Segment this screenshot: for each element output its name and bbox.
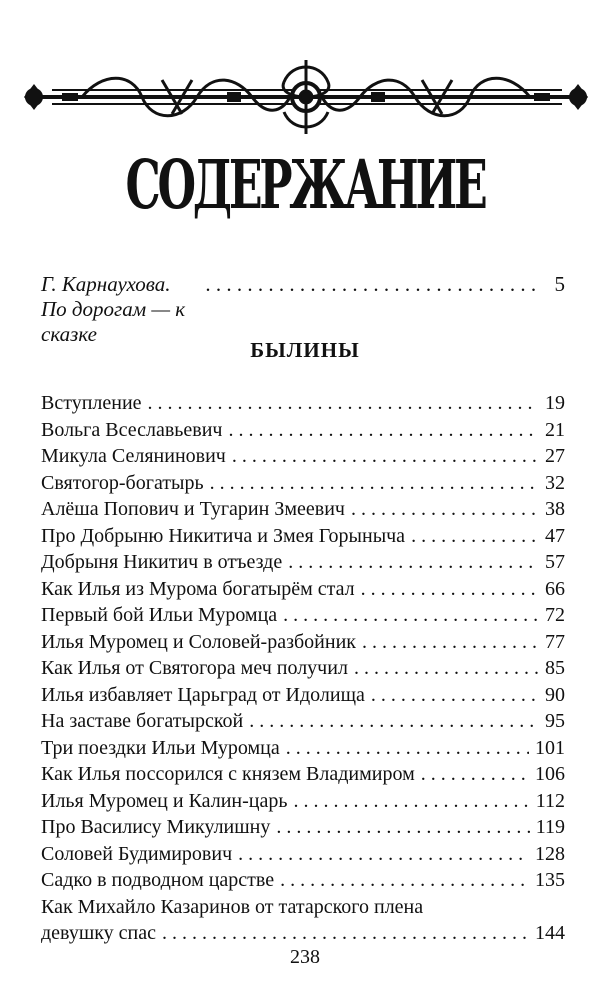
toc-entry-line2 [41, 920, 565, 947]
toc-entry-text: Про Добрыню Никитича и Змея Горыныча [41, 524, 406, 547]
toc-entry-page: 95 [545, 710, 565, 732]
toc-entry[interactable] [41, 629, 565, 656]
toc-entry-page: 66 [545, 577, 565, 600]
toc-entry-page: 144 [535, 922, 565, 944]
leader-dots [411, 523, 539, 550]
toc-entry-text-line2: девушку спас [41, 922, 156, 944]
toc-intro-text: Г. Карнаухова. По дорогам — к сказке [41, 272, 186, 346]
toc-entry-multiline[interactable] [41, 894, 565, 947]
toc-entry-text: Илья избавляет Царьград от Идолища [41, 683, 365, 706]
table-of-contents [41, 390, 565, 947]
toc-entry-page: 128 [535, 842, 565, 865]
toc-entry-page: 135 [535, 869, 565, 891]
toc-entry-page: 90 [545, 683, 565, 706]
leader-dots [362, 629, 539, 656]
toc-intro-entry[interactable] [41, 272, 565, 346]
leader-dots [421, 761, 529, 788]
leader-dots [293, 788, 529, 815]
leader-dots [238, 841, 529, 868]
toc-entry[interactable] [41, 708, 565, 735]
leader-dots [228, 417, 539, 444]
toc-entry[interactable] [41, 602, 565, 629]
toc-entry[interactable] [41, 682, 565, 709]
toc-entry-text: Микула Селянинович [41, 445, 226, 467]
toc-entry-page: 85 [545, 657, 565, 679]
leader-dots [232, 443, 539, 470]
leader-dots [361, 576, 539, 603]
leader-dots [148, 390, 537, 417]
toc-entry-text: Три поездки Ильи Муромца [41, 736, 280, 759]
toc-entry-text-line1: Как Михайло Казаринов от татарского плена [41, 895, 424, 918]
toc-entry-text: Добрыня Никитич в отъезде [41, 551, 283, 573]
leader-dots [205, 272, 540, 297]
toc-entry-page: 112 [535, 789, 565, 812]
toc-entry-text: Первый бой Ильи Муромца [41, 604, 278, 626]
leader-dots [280, 867, 529, 894]
toc-entry-page: 32 [545, 471, 565, 494]
toc-entry[interactable] [41, 549, 565, 576]
section-heading: БЫЛИНЫ [250, 338, 360, 362]
toc-entry-page: 38 [545, 498, 565, 520]
toc-entry-text: Как Илья поссорился с князем Владимиром [41, 763, 415, 785]
toc-entry-text: Соловей Будимирович [41, 842, 233, 865]
toc-entry-text: Илья Муромец и Соловей-разбойник [41, 630, 356, 653]
toc-entry-text: Как Илья из Мурома богатырём стал [41, 577, 355, 600]
page-title: СОДЕРЖАНИЕ [125, 144, 485, 224]
toc-entry[interactable] [41, 470, 565, 497]
toc-entry-page: 19 [545, 392, 565, 414]
toc-entry[interactable] [41, 655, 565, 682]
toc-entry-page: 119 [535, 816, 565, 838]
toc-entry-text: Про Василису Микулишну [41, 816, 271, 838]
toc-entry[interactable] [41, 841, 565, 868]
toc-entry-page: 57 [545, 551, 565, 573]
toc-entry[interactable] [41, 523, 565, 550]
toc-entry[interactable] [41, 417, 565, 444]
leader-dots [371, 682, 539, 709]
toc-entry[interactable] [41, 390, 565, 417]
toc-entry[interactable] [41, 867, 565, 894]
decorative-ornament [22, 52, 590, 142]
leader-dots [351, 496, 539, 523]
toc-entry-text: Алёша Попович и Тугарин Змеевич [41, 498, 345, 520]
toc-entry-text: Святогор-богатырь [41, 471, 204, 494]
toc-entry-page: 101 [535, 736, 565, 759]
toc-entry[interactable] [41, 814, 565, 841]
leader-dots [354, 655, 539, 682]
toc-entry-text: Как Илья от Святогора меч получил [41, 657, 348, 679]
toc-entry-page: 27 [545, 445, 565, 467]
toc-entry-text: На заставе богатырской [41, 710, 244, 732]
leader-dots [249, 708, 539, 735]
toc-entry-page: 106 [535, 763, 565, 785]
toc-entry-text: Илья Муромец и Калин-царь [41, 789, 288, 812]
toc-entry-text: Вольга Всеславьевич [41, 418, 223, 441]
toc-intro-page: 5 [554, 272, 565, 296]
toc-entry-text: Садко в подводном царстве [41, 869, 275, 891]
toc-entry-text: Вступление [41, 392, 142, 414]
leader-dots [283, 602, 539, 629]
toc-entry[interactable] [41, 576, 565, 603]
toc-entry-page: 72 [545, 604, 565, 626]
toc-entry[interactable] [41, 443, 565, 470]
leader-dots [162, 920, 529, 947]
toc-entry[interactable] [41, 496, 565, 523]
leader-dots [276, 814, 529, 841]
toc-entry[interactable] [41, 788, 565, 815]
leader-dots [210, 470, 539, 497]
toc-entry[interactable] [41, 761, 565, 788]
leader-dots [286, 735, 529, 762]
leader-dots [288, 549, 539, 576]
toc-entry-page: 47 [545, 524, 565, 547]
toc-entry-page: 21 [545, 418, 565, 441]
toc-entry[interactable] [41, 735, 565, 762]
toc-entry-page: 77 [545, 630, 565, 653]
page-number: 238 [290, 946, 320, 968]
